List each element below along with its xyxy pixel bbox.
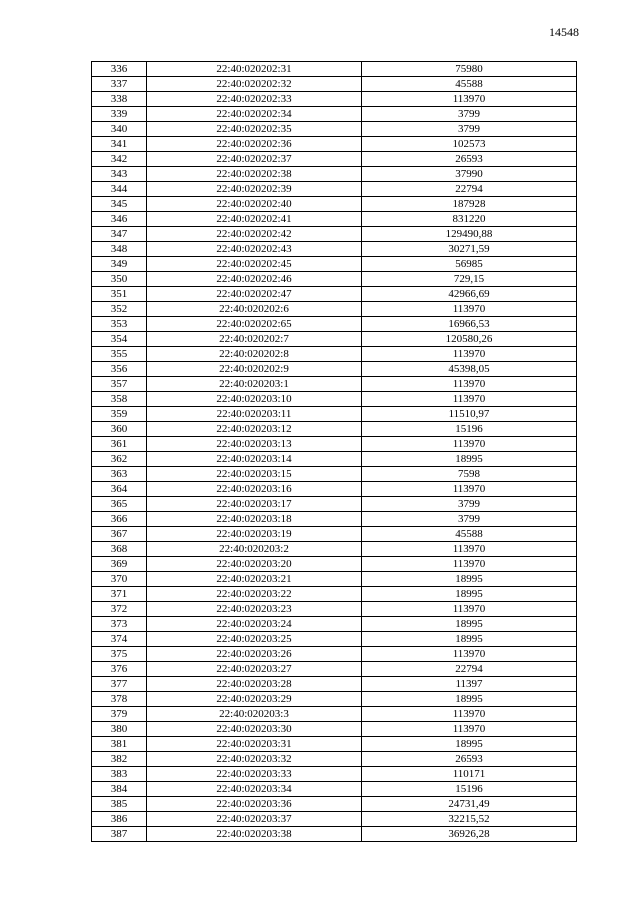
cadastral-number-cell: 22:40:020203:32 <box>147 752 362 767</box>
cadastral-number-cell: 22:40:020203:12 <box>147 422 362 437</box>
row-number-cell: 347 <box>92 227 147 242</box>
cadastral-number-cell: 22:40:020202:37 <box>147 152 362 167</box>
cadastral-number-cell: 22:40:020203:28 <box>147 677 362 692</box>
table-row <box>92 722 577 737</box>
value-cell: 45588 <box>362 527 577 542</box>
table-row <box>92 542 577 557</box>
row-number-cell: 381 <box>92 737 147 752</box>
row-number-cell: 363 <box>92 467 147 482</box>
value-cell: 18995 <box>362 737 577 752</box>
cadastral-number-cell: 22:40:020202:32 <box>147 77 362 92</box>
value-cell: 7598 <box>362 467 577 482</box>
value-cell: 113970 <box>362 722 577 737</box>
table-body <box>92 62 577 842</box>
table-row <box>92 512 577 527</box>
row-number-cell: 344 <box>92 182 147 197</box>
row-number-cell: 349 <box>92 257 147 272</box>
value-cell: 26593 <box>362 152 577 167</box>
row-number-cell: 384 <box>92 782 147 797</box>
table-row <box>92 452 577 467</box>
value-cell: 15196 <box>362 782 577 797</box>
row-number-cell: 353 <box>92 317 147 332</box>
table-row <box>92 662 577 677</box>
cadastral-value-table <box>91 61 577 842</box>
table-row <box>92 242 577 257</box>
row-number-cell: 369 <box>92 557 147 572</box>
cadastral-number-cell: 22:40:020203:21 <box>147 572 362 587</box>
table-row <box>92 572 577 587</box>
cadastral-number-cell: 22:40:020203:20 <box>147 557 362 572</box>
table-row <box>92 377 577 392</box>
value-cell: 22794 <box>362 182 577 197</box>
value-cell: 56985 <box>362 257 577 272</box>
value-cell: 36926,28 <box>362 827 577 842</box>
cadastral-number-cell: 22:40:020203:22 <box>147 587 362 602</box>
table-row <box>92 827 577 842</box>
row-number-cell: 339 <box>92 107 147 122</box>
value-cell: 113970 <box>362 482 577 497</box>
table-row <box>92 92 577 107</box>
row-number-cell: 383 <box>92 767 147 782</box>
row-number-cell: 373 <box>92 617 147 632</box>
value-cell: 729,15 <box>362 272 577 287</box>
row-number-cell: 372 <box>92 602 147 617</box>
page-number: 14548 <box>549 25 579 39</box>
value-cell: 129490,88 <box>362 227 577 242</box>
value-cell: 45398,05 <box>362 362 577 377</box>
table-row <box>92 677 577 692</box>
row-number-cell: 341 <box>92 137 147 152</box>
row-number-cell: 360 <box>92 422 147 437</box>
row-number-cell: 376 <box>92 662 147 677</box>
table-row <box>92 167 577 182</box>
row-number-cell: 380 <box>92 722 147 737</box>
row-number-cell: 386 <box>92 812 147 827</box>
row-number-cell: 342 <box>92 152 147 167</box>
cadastral-number-cell: 22:40:020203:3 <box>147 707 362 722</box>
row-number-cell: 364 <box>92 482 147 497</box>
table-row <box>92 422 577 437</box>
value-cell: 22794 <box>362 662 577 677</box>
row-number-cell: 368 <box>92 542 147 557</box>
cadastral-number-cell: 22:40:020203:19 <box>147 527 362 542</box>
value-cell: 24731,49 <box>362 797 577 812</box>
value-cell: 42966,69 <box>362 287 577 302</box>
row-number-cell: 370 <box>92 572 147 587</box>
row-number-cell: 357 <box>92 377 147 392</box>
table-row <box>92 152 577 167</box>
table-row <box>92 392 577 407</box>
table-row <box>92 272 577 287</box>
cadastral-number-cell: 22:40:020203:18 <box>147 512 362 527</box>
table-row <box>92 752 577 767</box>
cadastral-number-cell: 22:40:020202:6 <box>147 302 362 317</box>
row-number-cell: 340 <box>92 122 147 137</box>
value-cell: 3799 <box>362 512 577 527</box>
cadastral-number-cell: 22:40:020203:17 <box>147 497 362 512</box>
value-cell: 113970 <box>362 392 577 407</box>
table-row <box>92 317 577 332</box>
table-row <box>92 587 577 602</box>
row-number-cell: 379 <box>92 707 147 722</box>
value-cell: 113970 <box>362 437 577 452</box>
row-number-cell: 350 <box>92 272 147 287</box>
value-cell: 18995 <box>362 587 577 602</box>
table-row <box>92 692 577 707</box>
table-row <box>92 527 577 542</box>
value-cell: 113970 <box>362 542 577 557</box>
table-row <box>92 437 577 452</box>
value-cell: 113970 <box>362 302 577 317</box>
row-number-cell: 365 <box>92 497 147 512</box>
row-number-cell: 371 <box>92 587 147 602</box>
cadastral-number-cell: 22:40:020203:15 <box>147 467 362 482</box>
row-number-cell: 351 <box>92 287 147 302</box>
value-cell: 113970 <box>362 647 577 662</box>
row-number-cell: 352 <box>92 302 147 317</box>
table-row <box>92 497 577 512</box>
table-row <box>92 197 577 212</box>
cadastral-number-cell: 22:40:020203:27 <box>147 662 362 677</box>
cadastral-number-cell: 22:40:020202:45 <box>147 257 362 272</box>
table-row <box>92 257 577 272</box>
row-number-cell: 362 <box>92 452 147 467</box>
table-row <box>92 347 577 362</box>
value-cell: 113970 <box>362 92 577 107</box>
table-row <box>92 302 577 317</box>
cadastral-number-cell: 22:40:020202:43 <box>147 242 362 257</box>
value-cell: 32215,52 <box>362 812 577 827</box>
table-row <box>92 767 577 782</box>
cadastral-number-cell: 22:40:020203:23 <box>147 602 362 617</box>
cadastral-number-cell: 22:40:020203:36 <box>147 797 362 812</box>
cadastral-number-cell: 22:40:020202:47 <box>147 287 362 302</box>
row-number-cell: 367 <box>92 527 147 542</box>
row-number-cell: 378 <box>92 692 147 707</box>
value-cell: 11397 <box>362 677 577 692</box>
value-cell: 18995 <box>362 452 577 467</box>
value-cell: 120580,26 <box>362 332 577 347</box>
cadastral-number-cell: 22:40:020202:7 <box>147 332 362 347</box>
table-row <box>92 797 577 812</box>
cadastral-number-cell: 22:40:020203:31 <box>147 737 362 752</box>
row-number-cell: 343 <box>92 167 147 182</box>
table-row <box>92 362 577 377</box>
row-number-cell: 348 <box>92 242 147 257</box>
row-number-cell: 359 <box>92 407 147 422</box>
table-row <box>92 332 577 347</box>
row-number-cell: 358 <box>92 392 147 407</box>
row-number-cell: 354 <box>92 332 147 347</box>
table-row <box>92 647 577 662</box>
value-cell: 3799 <box>362 497 577 512</box>
value-cell: 45588 <box>362 77 577 92</box>
row-number-cell: 336 <box>92 62 147 77</box>
row-number-cell: 377 <box>92 677 147 692</box>
cadastral-number-cell: 22:40:020202:38 <box>147 167 362 182</box>
value-cell: 831220 <box>362 212 577 227</box>
cadastral-number-cell: 22:40:020202:46 <box>147 272 362 287</box>
table-row <box>92 62 577 77</box>
table-row <box>92 467 577 482</box>
cadastral-number-cell: 22:40:020203:13 <box>147 437 362 452</box>
cadastral-number-cell: 22:40:020203:33 <box>147 767 362 782</box>
value-cell: 113970 <box>362 707 577 722</box>
cadastral-number-cell: 22:40:020202:65 <box>147 317 362 332</box>
table-row <box>92 632 577 647</box>
table-row <box>92 287 577 302</box>
value-cell: 18995 <box>362 572 577 587</box>
value-cell: 113970 <box>362 557 577 572</box>
cadastral-number-cell: 22:40:020203:10 <box>147 392 362 407</box>
row-number-cell: 361 <box>92 437 147 452</box>
cadastral-number-cell: 22:40:020202:31 <box>147 62 362 77</box>
cadastral-number-cell: 22:40:020203:30 <box>147 722 362 737</box>
table-row <box>92 617 577 632</box>
cadastral-number-cell: 22:40:020203:14 <box>147 452 362 467</box>
cadastral-number-cell: 22:40:020203:11 <box>147 407 362 422</box>
cadastral-number-cell: 22:40:020203:2 <box>147 542 362 557</box>
table-row <box>92 212 577 227</box>
table-row <box>92 707 577 722</box>
row-number-cell: 355 <box>92 347 147 362</box>
row-number-cell: 346 <box>92 212 147 227</box>
row-number-cell: 345 <box>92 197 147 212</box>
row-number-cell: 382 <box>92 752 147 767</box>
value-cell: 26593 <box>362 752 577 767</box>
row-number-cell: 387 <box>92 827 147 842</box>
cadastral-number-cell: 22:40:020202:9 <box>147 362 362 377</box>
cadastral-number-cell: 22:40:020203:26 <box>147 647 362 662</box>
cadastral-number-cell: 22:40:020203:24 <box>147 617 362 632</box>
value-cell: 113970 <box>362 602 577 617</box>
row-number-cell: 385 <box>92 797 147 812</box>
cadastral-number-cell: 22:40:020202:36 <box>147 137 362 152</box>
table-row <box>92 107 577 122</box>
table-row <box>92 77 577 92</box>
table-row <box>92 557 577 572</box>
cadastral-number-cell: 22:40:020203:34 <box>147 782 362 797</box>
cadastral-number-cell: 22:40:020203:25 <box>147 632 362 647</box>
table-row <box>92 137 577 152</box>
table-row <box>92 482 577 497</box>
value-cell: 30271,59 <box>362 242 577 257</box>
value-cell: 18995 <box>362 692 577 707</box>
table-row <box>92 602 577 617</box>
cadastral-number-cell: 22:40:020203:38 <box>147 827 362 842</box>
cadastral-number-cell: 22:40:020203:1 <box>147 377 362 392</box>
cadastral-number-cell: 22:40:020203:29 <box>147 692 362 707</box>
row-number-cell: 366 <box>92 512 147 527</box>
row-number-cell: 337 <box>92 77 147 92</box>
row-number-cell: 356 <box>92 362 147 377</box>
value-cell: 102573 <box>362 137 577 152</box>
table-row <box>92 782 577 797</box>
value-cell: 37990 <box>362 167 577 182</box>
cadastral-number-cell: 22:40:020202:42 <box>147 227 362 242</box>
value-cell: 110171 <box>362 767 577 782</box>
value-cell: 11510,97 <box>362 407 577 422</box>
table-row <box>92 182 577 197</box>
value-cell: 3799 <box>362 107 577 122</box>
table-row <box>92 227 577 242</box>
value-cell: 113970 <box>362 377 577 392</box>
row-number-cell: 338 <box>92 92 147 107</box>
value-cell: 187928 <box>362 197 577 212</box>
cadastral-number-cell: 22:40:020202:41 <box>147 212 362 227</box>
cadastral-number-cell: 22:40:020203:37 <box>147 812 362 827</box>
row-number-cell: 375 <box>92 647 147 662</box>
cadastral-number-cell: 22:40:020202:8 <box>147 347 362 362</box>
value-cell: 18995 <box>362 617 577 632</box>
value-cell: 3799 <box>362 122 577 137</box>
table-row <box>92 122 577 137</box>
cadastral-number-cell: 22:40:020203:16 <box>147 482 362 497</box>
row-number-cell: 374 <box>92 632 147 647</box>
cadastral-number-cell: 22:40:020202:39 <box>147 182 362 197</box>
cadastral-number-cell: 22:40:020202:34 <box>147 107 362 122</box>
value-cell: 16966,53 <box>362 317 577 332</box>
table-row <box>92 407 577 422</box>
cadastral-number-cell: 22:40:020202:33 <box>147 92 362 107</box>
table-row <box>92 812 577 827</box>
table-row <box>92 737 577 752</box>
value-cell: 18995 <box>362 632 577 647</box>
cadastral-number-cell: 22:40:020202:35 <box>147 122 362 137</box>
value-cell: 15196 <box>362 422 577 437</box>
value-cell: 113970 <box>362 347 577 362</box>
value-cell: 75980 <box>362 62 577 77</box>
cadastral-number-cell: 22:40:020202:40 <box>147 197 362 212</box>
